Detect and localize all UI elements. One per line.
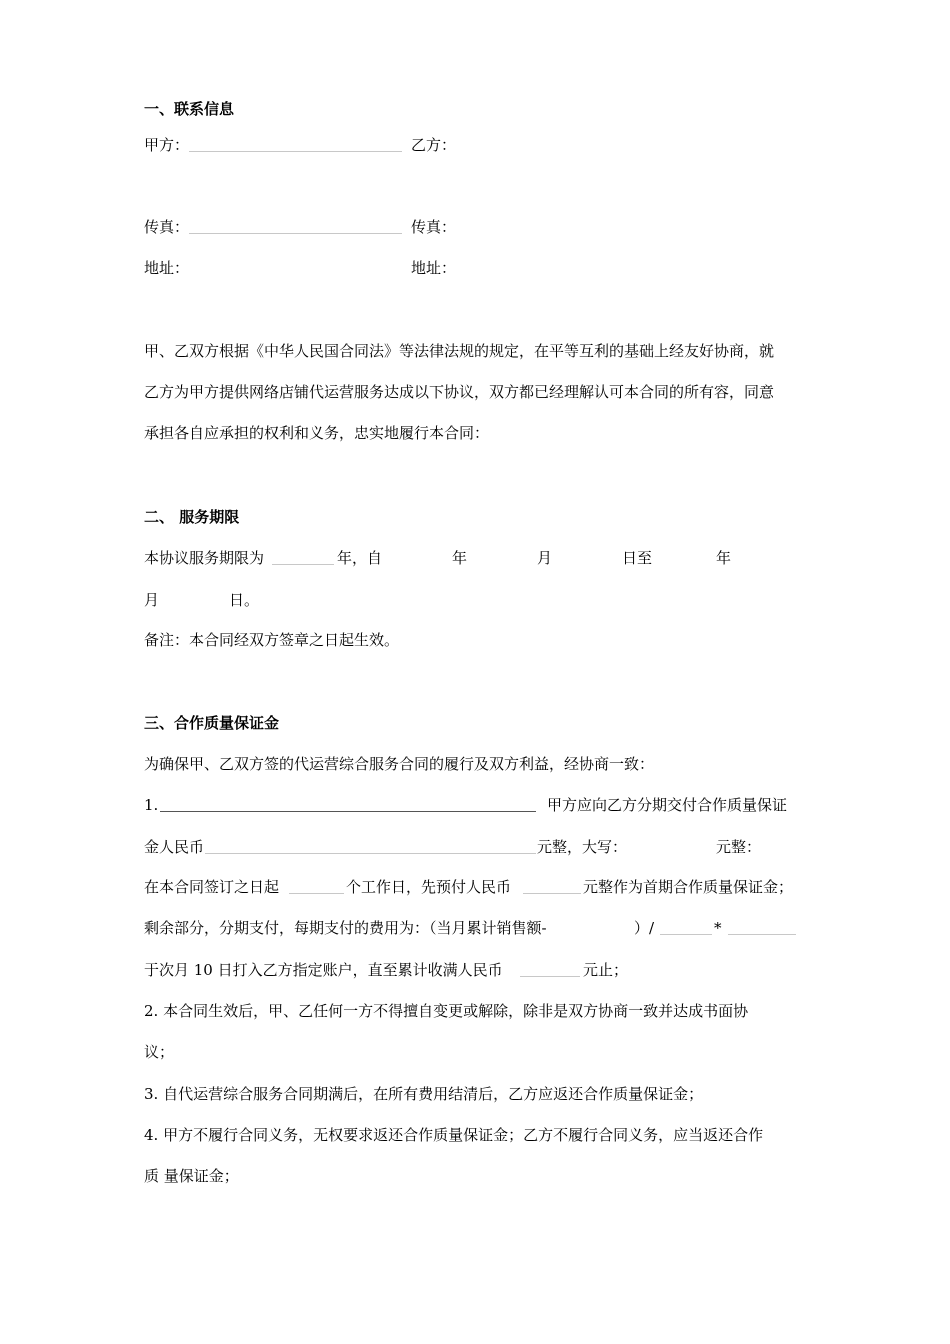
- item2-line-2: 议；: [144, 1043, 175, 1061]
- section-title-term: 二、 服务期限: [144, 508, 240, 526]
- intro-line-2: 乙方为甲方提供网络店铺代运营服务达成以下协议，双方都已经理解认可本合同的所有容，同意: [144, 383, 775, 401]
- item1-number: 1.: [144, 796, 159, 814]
- item1-text-3b: 个工作日，先预付人民币: [346, 878, 512, 896]
- fax-a-label: 传真：: [144, 218, 190, 236]
- party-b-label: 乙方：: [411, 136, 457, 154]
- fax-b-label: 传真：: [411, 218, 457, 236]
- intro-line-1: 甲、乙双方根据《中华人民国合同法》等法律法规的规定，在平等互利的基础上经友好协商，就: [144, 342, 775, 360]
- start-year-label: 年: [452, 549, 468, 567]
- item1-text-1: 甲方应向乙方分期交付合作质量保证: [547, 796, 788, 814]
- rate-blank: [728, 934, 796, 935]
- first-payment-blank: [523, 893, 581, 894]
- party-a-label: 甲方：: [144, 136, 190, 154]
- section-title-deposit: 三、合作质量保证金: [144, 714, 280, 732]
- term-prefix: 本协议服务期限为: [144, 549, 265, 567]
- item1-text-2a: 金人民币: [144, 838, 205, 856]
- item1-text-2b: 元整，大写：: [537, 838, 628, 856]
- item3-line: 3. 自代运营综合服务合同期满后，在所有费用结清后，乙方应返还合作质量保证金；: [144, 1085, 704, 1103]
- rmb-amount-blank: [205, 853, 536, 854]
- effective-note: 备注：本合同经双方签章之日起生效。: [144, 631, 400, 649]
- item1-text-4c: *: [714, 919, 722, 937]
- start-month-label: 月: [537, 549, 553, 567]
- party-a-blank: [189, 151, 402, 152]
- item1-text-3c: 元整作为首期合作质量保证金；: [583, 878, 794, 896]
- item1-text-5b: 元止；: [583, 961, 629, 979]
- item1-text-5a: 于次月 10 日打入乙方指定账户，直至累计收满人民币: [144, 961, 503, 979]
- total-amount-blank: [520, 976, 580, 977]
- item1-text-4a: 剩余部分，分期支付，每期支付的费用为：（当月累计销售额-: [144, 919, 547, 937]
- item1-text-2c: 元整：: [716, 838, 762, 856]
- item2-line-1: 2. 本合同生效后，甲、乙任何一方不得擅自变更或解除，除非是双方协商一致并达成书面协: [144, 1002, 749, 1020]
- item1-text-4b: ）/: [634, 919, 655, 937]
- term-years-blank: [272, 564, 334, 565]
- item4-line-2: 质 量保证金；: [144, 1167, 239, 1185]
- end-year-label: 年: [716, 549, 732, 567]
- deposit-intro: 为确保甲、乙双方签的代运营综合服务合同的履行及双方利益，经协商一致：: [144, 755, 655, 773]
- fax-a-blank: [189, 233, 402, 234]
- divisor-blank: [660, 934, 712, 935]
- section-title-contact: 一、联系信息: [144, 100, 235, 118]
- item1-blank: [160, 811, 536, 812]
- address-a-label: 地址：: [144, 259, 190, 277]
- end-month-label: 月: [144, 591, 160, 609]
- item1-text-3a: 在本合同签订之日起: [144, 878, 280, 896]
- address-b-label: 地址：: [411, 259, 457, 277]
- item4-line-1: 4. 甲方不履行合同义务，无权要求返还合作质量保证金；乙方不履行合同义务，应当返还合作: [144, 1126, 764, 1144]
- term-years-label: 年，自: [337, 549, 383, 567]
- intro-line-3: 承担各自应承担的权利和义务，忠实地履行本合同：: [144, 424, 490, 442]
- end-day-label: 日。: [229, 591, 260, 609]
- start-day-label: 日至: [622, 549, 653, 567]
- workdays-blank: [289, 893, 344, 894]
